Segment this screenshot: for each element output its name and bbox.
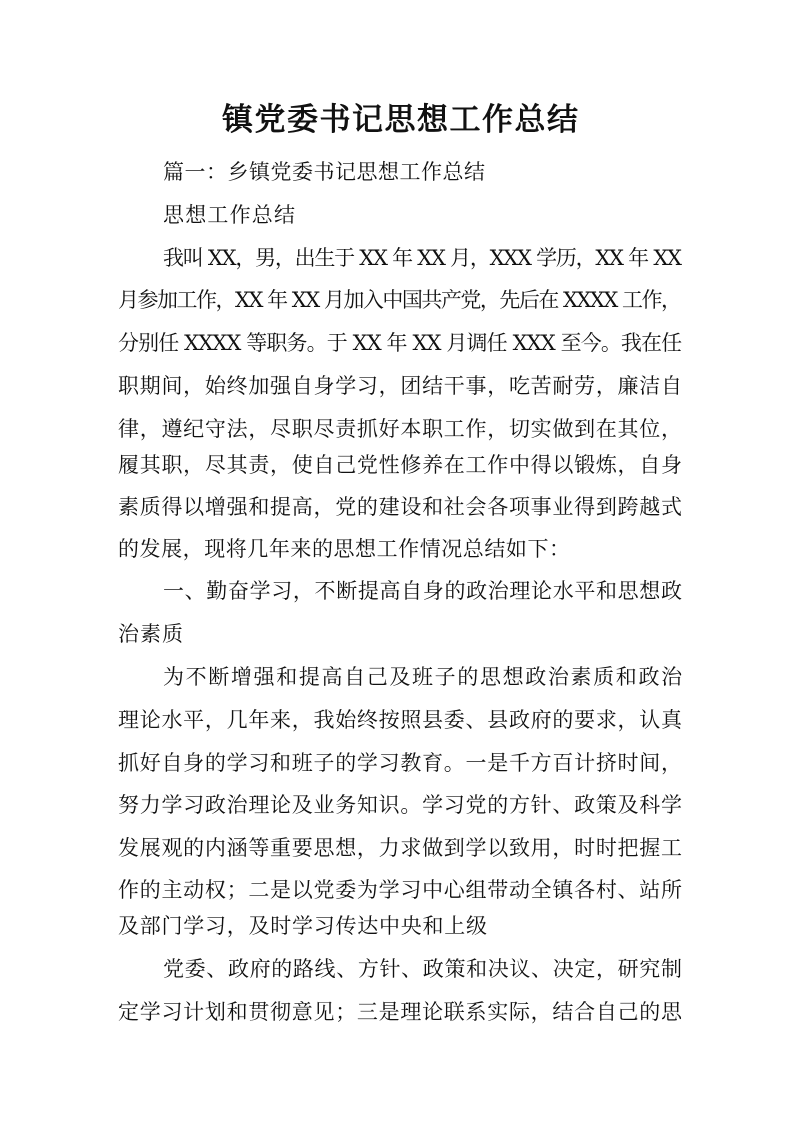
- paragraph-line: [118, 748, 682, 778]
- paragraph-line-text: 抓好自身的学习和班子的学习教育。一是千方百计挤时间，: [118, 751, 683, 775]
- section-heading-line: [118, 619, 183, 649]
- paragraph-line: [118, 371, 682, 401]
- paragraph-line: [118, 492, 682, 522]
- paragraph-line-text: 律，遵纪守法，尽职尽责抓好本职工作，切实做到在其位，: [118, 417, 683, 441]
- section-heading-text: 治素质: [118, 622, 184, 646]
- paragraph-line-text: 为不断增强和提高自己及班子的思想政治素质和政治: [163, 665, 684, 689]
- paragraph-line: [118, 997, 682, 1027]
- paragraph-line-text: 的发展，现将几年来的思想工作情况总结如下：: [118, 537, 571, 561]
- paragraph-line-text: 素质得以增强和提高，党的建设和社会各项事业得到跨越式: [118, 495, 683, 519]
- paragraph-line: [163, 243, 682, 273]
- paragraph-line: [118, 790, 682, 820]
- paragraph-line-text: 发展观的内涵等重要思想，力求做到学以致用，时时把握工: [118, 836, 683, 860]
- paragraph-line: [118, 875, 682, 905]
- paragraph-line: [118, 705, 682, 735]
- paragraph-line-text: 职期间，始终加强自身学习，团结干事，吃苦耐劳，廉洁自: [118, 374, 683, 398]
- document-title-text: 镇党委书记思想工作总结: [222, 102, 580, 138]
- paragraph-line-text: 履其职，尽其责，使自己党性修养在工作中得以锻炼，自身: [118, 453, 683, 477]
- paragraph-line-text: 党委、政府的路线、方针、政策和决议、决定，研究制: [163, 957, 683, 981]
- paragraph-line: [163, 662, 682, 692]
- section-heading-text: 一、勤奋学习，不断提高自身的政治理论水平和思想政: [163, 579, 683, 603]
- paragraph-line: [118, 414, 682, 444]
- paragraph-line-text: 分别任 XXXX 等职务。于 XX 年 XX 月调任 XXX 至今。我在任: [118, 331, 682, 355]
- paragraph-line: [118, 328, 682, 358]
- paragraph-line-text: 作的主动权；二是以党委为学习中心组带动全镇各村、站所: [118, 878, 683, 902]
- part-heading-text: 篇一：乡镇党委书记思想工作总结: [163, 160, 486, 184]
- paragraph-line-text: 定学习计划和贯彻意见；三是理论联系实际，结合自己的思: [118, 1000, 683, 1024]
- paragraph-line-text: 我叫 XX，男，出生于 XX 年 XX 月，XXX 学历，XX 年 XX: [163, 246, 681, 270]
- paragraph-line: [118, 911, 487, 941]
- paragraph-line: [118, 450, 682, 480]
- paragraph-line-text: 及部门学习，及时学习传达中央和上级: [118, 914, 488, 938]
- subheading-text: 思想工作总结: [163, 203, 297, 227]
- section-heading-line: [163, 576, 682, 606]
- subheading: [163, 200, 295, 230]
- paragraph-line-text: 月参加工作，XX 年 XX 月加入中国共产党，先后在 XXXX 工作，: [118, 288, 681, 312]
- paragraph-line: [118, 534, 570, 564]
- part-heading: [163, 157, 485, 187]
- paragraph-line-text: 理论水平，几年来，我始终按照县委、县政府的要求，认真: [118, 708, 683, 732]
- paragraph-line: [118, 833, 682, 863]
- paragraph-line: [118, 285, 682, 315]
- paragraph-line-text: 努力学习政治理论及业务知识。学习党的方针、政策及科学: [118, 793, 683, 817]
- document-title: [222, 100, 578, 140]
- paragraph-line: [163, 954, 682, 984]
